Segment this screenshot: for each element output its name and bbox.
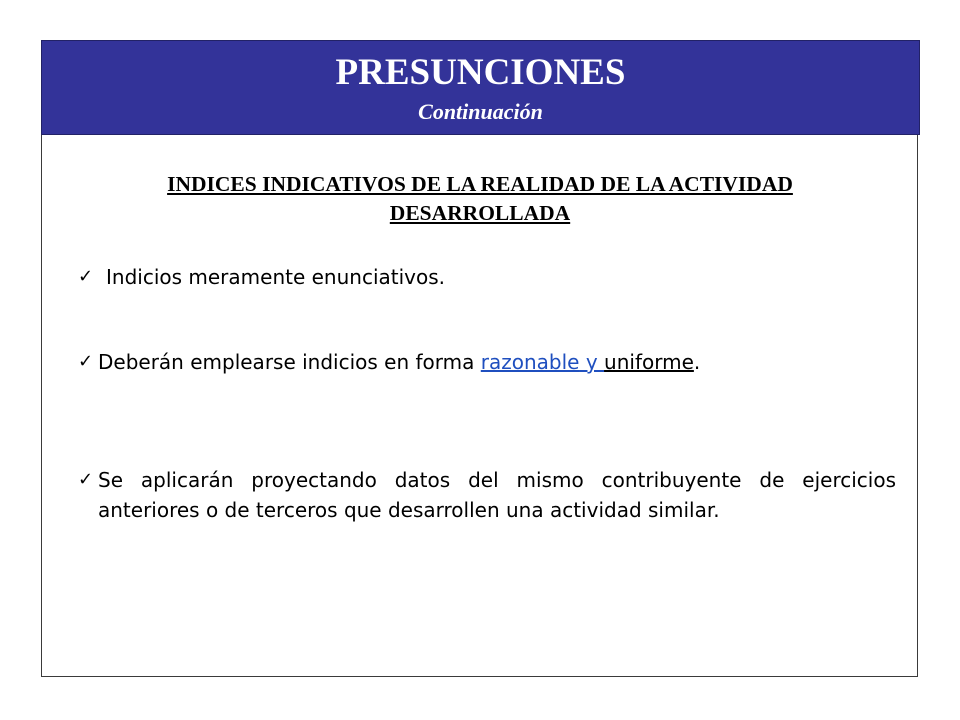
list-item — [78, 262, 896, 292]
page-title: PRESUNCIONES — [335, 52, 626, 93]
list-item — [78, 465, 896, 525]
razonable-link[interactable]: razonable — [480, 350, 580, 374]
bullet-text — [98, 347, 896, 377]
checkmark-icon: ✓ — [78, 351, 94, 372]
bullet-text: Se aplicarán proyectando datos del mismo contribuyente de ejercicios anteriores o de terceros que desarrollen una actividad similar. — [98, 468, 896, 522]
section-heading — [80, 170, 880, 228]
checkmark-icon: ✓ — [78, 266, 94, 287]
bullet-text: Indicios meramente enunciativos. — [106, 265, 446, 289]
bullet-text-before: Deberán emplearse indicios en forma — [98, 350, 481, 374]
uniforme-underlined-word: uniforme — [604, 350, 694, 374]
checkmark-icon: ✓ — [78, 469, 94, 490]
section-heading-line1: INDICES INDICATIVOS DE LA REALIDAD DE LA ACTIVIDAD — [167, 172, 793, 196]
bullet-text-after: . — [693, 350, 701, 374]
list-item — [78, 347, 896, 377]
header-band — [41, 40, 920, 135]
bullet-text-middle: y — [579, 350, 605, 374]
page-subtitle: Continuación — [418, 99, 543, 124]
section-heading-line2: DESARROLLADA — [389, 201, 571, 225]
